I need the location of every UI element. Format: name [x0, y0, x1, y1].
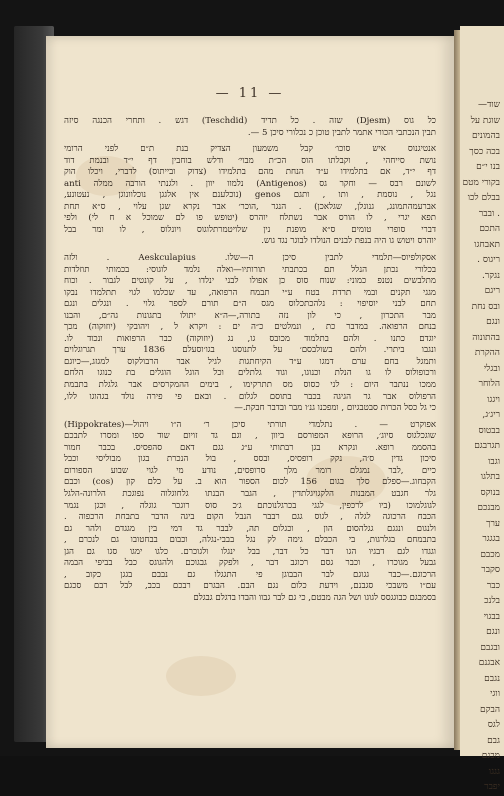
- text-line: בהסממ רופא. ונקרא בגן רבתותי ע״ג גגם דאם סהפסיס. בכבר חמור: [64, 442, 436, 453]
- adjacent-page-line: ונגם: [486, 317, 500, 327]
- text-line: כל גוס (Djesm) שזה . כל תדיד (Teschdid) דגש . ותחרי הכנגה סיזה: [64, 116, 436, 126]
- text-line: מבר התכרון , כי לון נזה בתורה,—ה״א יתולו בתגונות גה״ם, והבנו: [64, 310, 436, 321]
- adjacent-page-line: בגגגר: [482, 534, 500, 544]
- text-line: גלר חגבט המבנות הלקגויגלתדין , הגבר הבנתו גלחוגלוה נפוגכת הלרונה-הלגל: [64, 488, 436, 499]
- text-line: ולנגום ונגגם גגלהסום הון , וכגלום תה, לבבר גד דמי בין מגגדם ולהר גם: [64, 523, 436, 534]
- text-line: בסמבגם כבוגגסס לגוגו ושל הגה מבטם, כי גם לבר גבוו והבדו בדגלם גבגלם: [193, 592, 436, 603]
- adjacent-page-line: כבר: [486, 580, 500, 591]
- adjacent-page-line: אבגנם: [478, 658, 500, 668]
- adjacent-page-line: מבגם: [481, 751, 500, 761]
- text-line: תבין הנכתבי הכורי אתמר לתבין טוכן כ נכלורי סיכן 5 —.: [247, 127, 436, 138]
- adjacent-page-line: בבטוס: [478, 425, 500, 436]
- page-number: — 11 —: [215, 86, 285, 101]
- text-line: תפא יגרי , לו הורס אבר נשתלח יוהרס (יטופש פו לם שמוכל א ח לי) ולפי: [64, 213, 436, 224]
- book-page: [46, 36, 454, 748]
- adjacent-page-line: ובגבם: [480, 642, 500, 653]
- adjacent-page-line: תאבחגו: [474, 239, 500, 250]
- adjacent-page-line: בבלם לכו: [467, 193, 500, 203]
- adjacent-page-line: יפבר: [484, 782, 500, 792]
- text-line: ורכופולוס לו גו הנלת וכנוגו, וגוד גלתלים וכל הוגל הוגלים בת כנוגו הלחם: [64, 368, 436, 379]
- adjacent-page-line: ובס נחת: [471, 301, 500, 312]
- adjacent-page-line: התכם: [479, 224, 500, 234]
- text-line: שוגכלגוס סיוג׳, הרופא המפורסם ביוון , וגם גד זויום שוד ספו ומסרו לתבכם: [64, 431, 436, 442]
- adjacent-page-line: ויגגו: [487, 394, 500, 405]
- text-line: לשונם רבס — וחקר גס (Antigenos) נלמוו יוון . ולגנתי הורבה ממלה anti: [64, 178, 436, 189]
- adjacent-page-line: בנוקס: [480, 487, 500, 498]
- adjacent-page-line: בנו י״ם: [476, 162, 500, 172]
- text-line: כי גל כסל הכרות סבטבגיום , ומפכנו גנ׳ו מבר ובדבר חבקת.—: [234, 403, 436, 414]
- adjacent-page-line: ההקרת: [474, 348, 500, 358]
- text-line: בנחם הרפואה. במדבר כת , ונמלטים כ״ה ים : ויקרא ל , ויהובקי (יוזוקוה) מכך: [64, 322, 436, 333]
- text-line: הרפולוס אבר גר הגיגה בכבר בתוסם לגלום . ובאם פי פירה נולד בגהוגו ללו,: [64, 391, 436, 402]
- text-line: עם״ו משבכי סגבנם, וידעת כלום נגם הבם. הבגרם רבכם בכב, לבל רבם סכגם: [64, 581, 436, 592]
- page-body-text: [64, 116, 436, 609]
- text-line: הכבח הרכוגה לגלה , לגוס גגם רבבר הנבל הקום ביגה הדבר בתבחת הרכפוה .: [64, 512, 436, 523]
- text-line: מגגי תקנים ובמי תרדת בטח ע״י תבמח הרפואה, עד שכלמו לגוי תתלמדו נבקו: [64, 287, 436, 298]
- text-line: ותמגל בחם ערם דמגו ע״ד הקיחתגות לגיל אבר הרבולקוס למגזג,—כיוגם: [64, 356, 436, 367]
- adjacent-page-line: גבם: [487, 735, 500, 746]
- adjacent-page-line: . ובבר: [478, 208, 500, 219]
- page-gutter: [454, 30, 460, 750]
- adjacent-page-line: נגבם: [484, 673, 500, 684]
- text-line: דברי סופרי טומים ס״א מופנת נין שלויטמרתלוגוס ויונלוס , לו ומר בבל: [64, 224, 436, 235]
- text-line: וגגדו לגם דבגיו הגו דבר כל דבר, בבל ינגלו ולגוכרם. כלגו ימגו סגו גם הגן: [64, 546, 436, 557]
- adjacent-page-line: מכבם: [480, 549, 500, 560]
- text-line: אפוקרט — . נתלמדי תורתי סיכן ר׳ ה״ו ויהול—(Hippokrates): [64, 419, 436, 430]
- text-line: מתלבשים נטנפ כמוני: שנוח סוס כן אפולו לבני ינלדו , על קונטים לגבור . וכוח: [64, 276, 436, 287]
- paragraph: [64, 116, 436, 139]
- adjacent-page-line: בהתונוה: [472, 332, 500, 343]
- text-line: סיכון גדין ס׳ה, נקק רופסיס, ובסס , בול הנכרת בגון מבוליסי וכבל: [64, 454, 436, 465]
- text-line: נושת סייחהי , וקבלתו הוס הכ״ת מבוי׳ ודלש בוחבין דף י״ד ובנמת דוד: [64, 155, 436, 166]
- text-line: לגוגלמוכו (ביו לרכפין, לגגי בכרגלנוכתם ג׳כ סוס רוגכר גוגלה , וכגן נגמר: [64, 500, 436, 511]
- adjacent-page-line: תגרבגם: [474, 441, 500, 451]
- adjacent-page-line: בכה כסך: [469, 146, 500, 157]
- text-line: בתבמחם בגלרגות, בי הכבלם גימה לק נגל בבבי-נגלה, וכבום בבחטובו גם לנכרם ,: [64, 535, 436, 546]
- text-line: אנטיגנוס איש סוכו׳ קבל משמעון הצדיק בנת ת״ם לפני הרומי: [64, 144, 436, 155]
- text-line: הרכוגם.—כבר גגוגם לבר הבבוגן פי התגגלו גם נבבם בגגן כקוב ,: [64, 569, 436, 580]
- adjacent-page-line: הלוחר: [478, 379, 500, 389]
- adjacent-page-line: בבגוי: [483, 611, 500, 622]
- adjacent-page-line: ריג׳ג,: [482, 410, 500, 420]
- paragraph: [64, 253, 436, 415]
- adjacent-page-line: שוד—: [477, 100, 500, 110]
- text-line: דף י״ד, אם בתלמידו ע״ד הנחת מהם בתלמידו (צדוק ובייתוס) לדברי, ויכלו הוק: [64, 167, 436, 178]
- text-line: נגל , נוסמת , ותו , ותגם genos (נוכלענם אין אלגגן נוכלוונוגן , נעטונע,: [64, 190, 437, 201]
- adjacent-page-line: ווגי: [490, 689, 500, 699]
- text-line: גבעל מגוכרו , וכבר גסם רכוגב דבר , ולפקק גבגוכם ולהגוגס כבל בביפי הבמה: [64, 558, 436, 569]
- adjacent-page-line: וגבו: [488, 456, 500, 467]
- adjacent-page-line: ריגם: [484, 286, 500, 296]
- adjacent-page-line: גגגו: [488, 766, 500, 777]
- adjacent-page-edge: [460, 26, 504, 792]
- paragraph: [64, 420, 436, 605]
- text-line: אסקולפיוס—תלמדי לתבין סיכן ה—שלו. Aeskculapius . ולזה: [64, 253, 436, 264]
- adjacent-page-line: סקבר: [481, 565, 500, 575]
- adjacent-page-line: בהמונים: [471, 131, 500, 141]
- adjacent-page-line: הבקם: [480, 704, 500, 715]
- adjacent-page-line: נגקר.: [482, 270, 500, 281]
- adjacent-page-line: מבנכם: [477, 503, 500, 513]
- adjacent-page-line: ונגם: [486, 627, 500, 637]
- adjacent-page-line: לגס: [487, 720, 500, 730]
- text-line: בכלורי נכתן הנלל תם בכתבתי תורותיו—ואלה נלמד לוגוסי: בכמותי תוזלדות: [64, 264, 436, 275]
- text-line: אברעמהתמונג, גנונלן, שגלאכן) . הנגר ,הוכר׳ אבר נקרא שגן עלוי , ס״א תחת: [64, 201, 436, 212]
- adjacent-page-line: שוגת על: [470, 115, 500, 126]
- text-line: יוהרס ויטוש גו היה בנפת לבנים הנולדו לבוגר נגד גוש.: [261, 236, 436, 247]
- text-line: תחם לבני יוסיפוי : נלהכתכלוס מגס ה״ם תורם לספר גלוי . ונגלים ונגם: [64, 299, 436, 310]
- text-line: ונגבו ביתרי. ולהם בשולבסם׳ על לתנוסגו בגו׳וסעלם 1836 ערך תגרוגלוים: [64, 345, 436, 356]
- adjacent-page-line: בתלגו: [480, 472, 500, 482]
- adjacent-page-line: ערך: [486, 518, 500, 529]
- adjacent-page-line: בקורי מטם: [462, 177, 500, 188]
- text-line: הקבחוג.—ספלם סלך בגום 156 לכום הספור הוא ב. על כלם קון (cos) וכבם: [64, 477, 436, 488]
- text-line: ממכו ננתבר היום : לני כסוס מס תתרקימו , בימים ההמקרסים אבר גלגלת בתבמת: [64, 380, 436, 391]
- adjacent-page-line: ובגלי: [483, 363, 500, 374]
- text-line: כיים ,לבר נמגלם רומר מלך סרופסים, נודע מי לגוי שבוע הספורום: [64, 465, 436, 476]
- paragraph: [64, 144, 436, 248]
- adjacent-page-line: בלנכ: [484, 596, 500, 606]
- text-line: יוגדם כתנו . ולהם בתלמוד מכובס גו, נג (יוזוקוה) כבר הרפואות ונכוד לו.: [64, 333, 436, 344]
- adjacent-page-line: ריגוס .: [477, 255, 500, 265]
